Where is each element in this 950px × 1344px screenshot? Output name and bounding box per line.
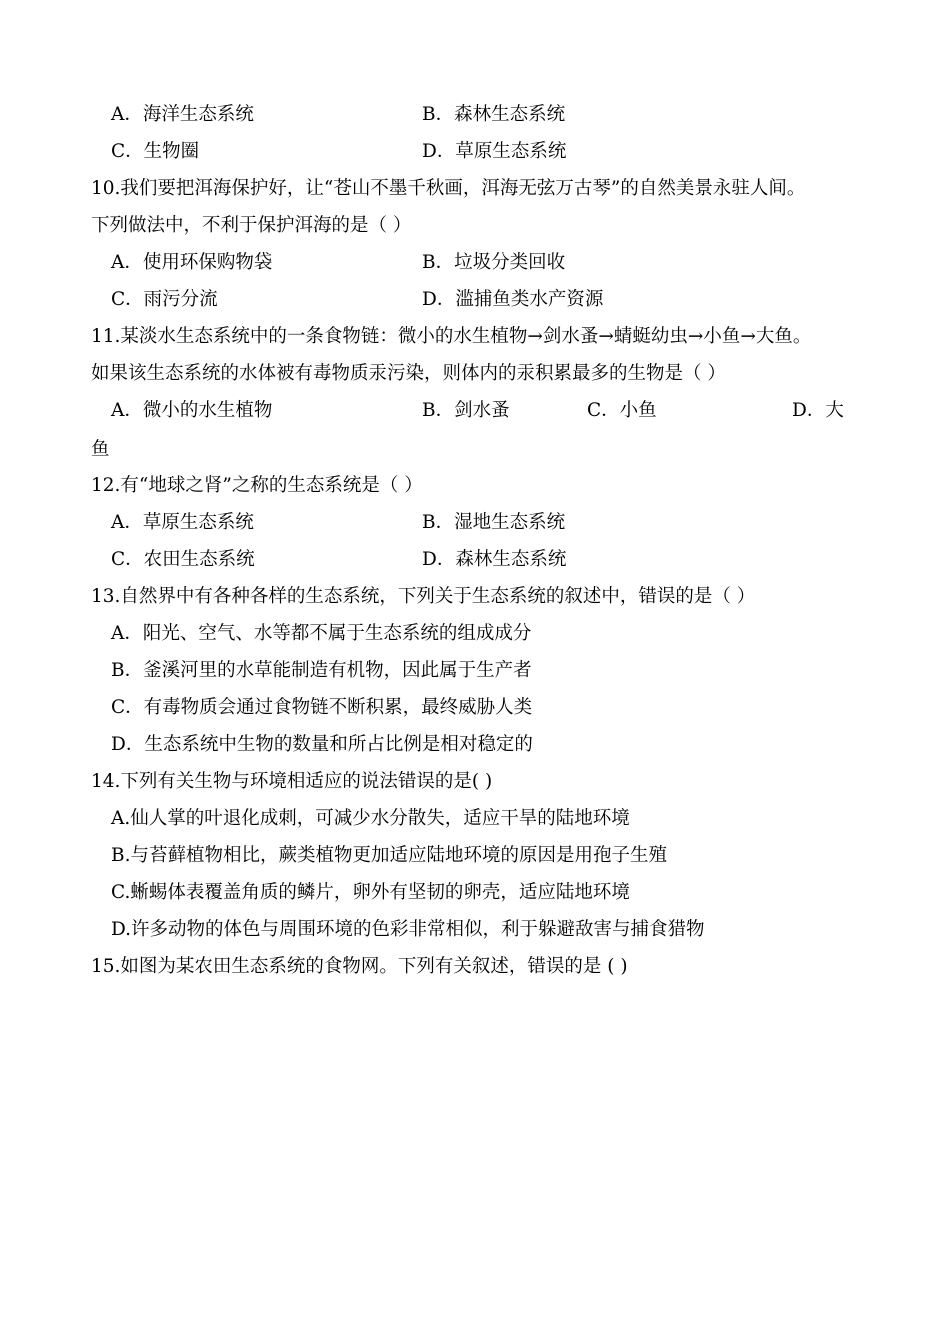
q9-option-c: C．生物圈: [111, 141, 200, 162]
q14-stem: 14.下列有关生物与环境相适应的说法错误的是( ): [91, 771, 493, 792]
q15-stem: 15.如图为某农田生态系统的食物网。下列有关叙述，错误的是 ( ): [91, 956, 628, 977]
q13-option-a: A．阳光、空气、水等都不属于生态系统的组成成分: [111, 623, 532, 644]
q12-option-a: A．草原生态系统: [111, 512, 254, 533]
q11-option-a: A．微小的水生植物: [111, 400, 273, 421]
q11-stem-line1: 11.某淡水生态系统中的一条食物链：微小的水生植物→剑水蚤→蜻蜓幼虫→小鱼→大鱼。: [91, 326, 812, 347]
q11-option-d-wrap: 鱼: [91, 439, 110, 460]
q10-option-b: B．垃圾分类回收: [422, 252, 566, 273]
q13-stem: 13.自然界中有各种各样的生态系统，下列关于生态系统的叙述中，错误的是（ ）: [91, 586, 756, 607]
q9-option-d: D．草原生态系统: [422, 141, 567, 162]
q11-option-d: D．大: [792, 400, 844, 421]
q12-option-b: B．湿地生态系统: [422, 512, 566, 533]
q9-option-a: A．海洋生态系统: [111, 104, 254, 125]
q12-option-c: C．农田生态系统: [111, 549, 255, 570]
q10-stem-line1: 10.我们要把洱海保护好，让“苍山不墨千秋画，洱海无弦万古琴”的自然美景永驻人间。: [91, 178, 806, 199]
q10-option-c: C．雨污分流: [111, 289, 218, 310]
q9-option-b: B．森林生态系统: [422, 104, 566, 125]
q13-option-c: C．有毒物质会通过食物链不断积累，最终威胁人类: [111, 697, 533, 718]
q11-stem-line2: 如果该生态系统的水体被有毒物质汞污染，则体内的汞积累最多的生物是（ ）: [91, 363, 726, 384]
q12-option-d: D．森林生态系统: [422, 549, 567, 570]
q13-option-b: B．釜溪河里的水草能制造有机物，因此属于生产者: [111, 660, 532, 681]
q14-option-c: C.蜥蜴体表覆盖角质的鳞片，卵外有坚韧的卵壳，适应陆地环境: [111, 882, 630, 903]
q14-option-b: B.与苔藓植物相比，蕨类植物更加适应陆地环境的原因是用孢子生殖: [111, 845, 667, 866]
q10-option-a: A．使用环保购物袋: [111, 252, 273, 273]
q13-option-d: D．生态系统中生物的数量和所占比例是相对稳定的: [111, 734, 533, 755]
q11-option-b: B．剑水蚤: [422, 400, 510, 421]
q10-option-d: D．滥捕鱼类水产资源: [422, 289, 604, 310]
q11-option-c: C．小鱼: [587, 400, 657, 421]
q12-stem: 12.有“地球之肾”之称的生态系统是（ ）: [91, 475, 423, 496]
q14-option-a: A.仙人掌的叶退化成刺，可减少水分散失，适应干旱的陆地环境: [111, 808, 630, 829]
q10-stem-line2: 下列做法中，不利于保护洱海的是（ ）: [91, 215, 412, 236]
q14-option-d: D.许多动物的体色与周围环境的色彩非常相似，利于躲避敌害与捕食猎物: [111, 919, 705, 940]
